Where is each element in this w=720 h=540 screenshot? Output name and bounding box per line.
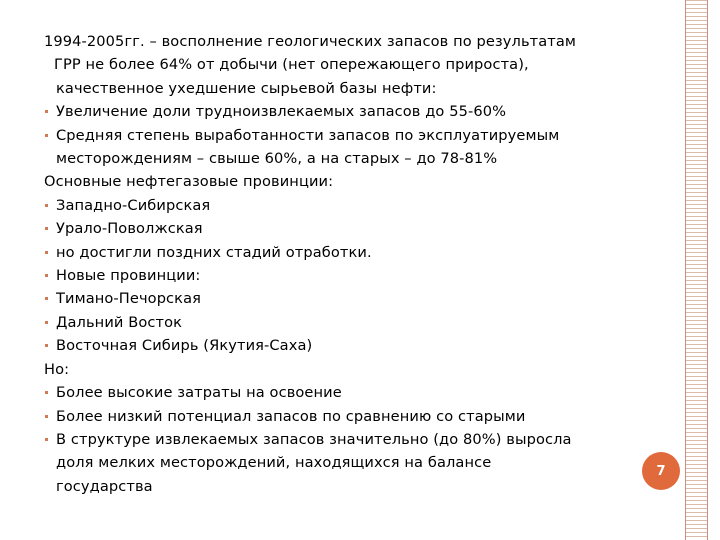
list-item [44, 405, 644, 428]
list-item-text: Дальний Восток [56, 313, 183, 331]
list-item [44, 100, 644, 123]
frame-line-right [707, 0, 708, 540]
list-item [44, 241, 644, 264]
list-item-text: Тимано-Печорская [56, 290, 202, 308]
slide-body [44, 30, 644, 498]
list-item-text: Средняя степень выработанности запасов по эксплуатируемым [56, 126, 560, 144]
intro-paragraph [44, 30, 644, 100]
list-item-text: Новые провинции: [56, 267, 201, 285]
square-bullet-icon [45, 391, 48, 394]
list-item-text-cont: месторождениям – свыше 60%, а на старых – до 78-81% [56, 150, 498, 168]
list-item-text: В структуре извлекаемых запасов значительно (до 80%) выросла [56, 430, 572, 448]
decorative-right-border [680, 0, 720, 540]
square-bullet-icon [45, 274, 48, 277]
intro-line-3: качественное ухедшение сырьевой базы нефти: [56, 79, 437, 97]
square-bullet-icon [45, 134, 48, 137]
list-item [44, 311, 644, 334]
list-item-text: но достигли поздних стадий отработки. [56, 243, 372, 261]
square-bullet-icon [45, 415, 48, 418]
square-bullet-icon [45, 321, 48, 324]
list-item [44, 428, 644, 498]
square-bullet-icon [45, 297, 48, 300]
square-bullet-icon [45, 251, 48, 254]
list-item-text-cont: доля мелких месторождений, находящихся на балансе [56, 454, 492, 472]
list-item-text: Западно-Сибирская [56, 196, 211, 214]
list-item-text: Более высокие затраты на освоение [56, 384, 342, 402]
list-item-text: Увеличение доли трудноизвлекаемых запасов до 55-60% [56, 103, 507, 121]
list-item [44, 124, 644, 171]
square-bullet-icon [45, 227, 48, 230]
intro-line-1: 1994-2005гг. – восполнение геологических запасов по результатам [44, 33, 577, 50]
intro-line-2: ГРР не более 64% от добычи (нет опережающего прироста), [54, 56, 529, 74]
list-item [44, 194, 644, 217]
square-bullet-icon [45, 204, 48, 207]
square-bullet-icon [45, 438, 48, 441]
provinces-heading: Основные нефтегазовые провинции: [44, 173, 334, 191]
square-bullet-icon [45, 344, 48, 347]
list-item-text: Более низкий потенциал запасов по сравнению со старыми [56, 407, 526, 425]
but-heading: Но: [44, 360, 70, 378]
striped-band [686, 0, 708, 540]
list-item [44, 264, 644, 287]
list-item-text: Восточная Сибирь (Якутия-Саха) [56, 337, 313, 355]
list-item [44, 334, 644, 357]
square-bullet-icon [45, 110, 48, 113]
list-item-text: Урало-Поволжская [56, 220, 203, 238]
list-item [44, 381, 644, 404]
frame-line-left [685, 0, 686, 540]
list-item-text-cont: государства [56, 477, 153, 495]
page-number-badge: 7 [642, 452, 680, 490]
list-item [44, 287, 644, 310]
list-item [44, 217, 644, 240]
